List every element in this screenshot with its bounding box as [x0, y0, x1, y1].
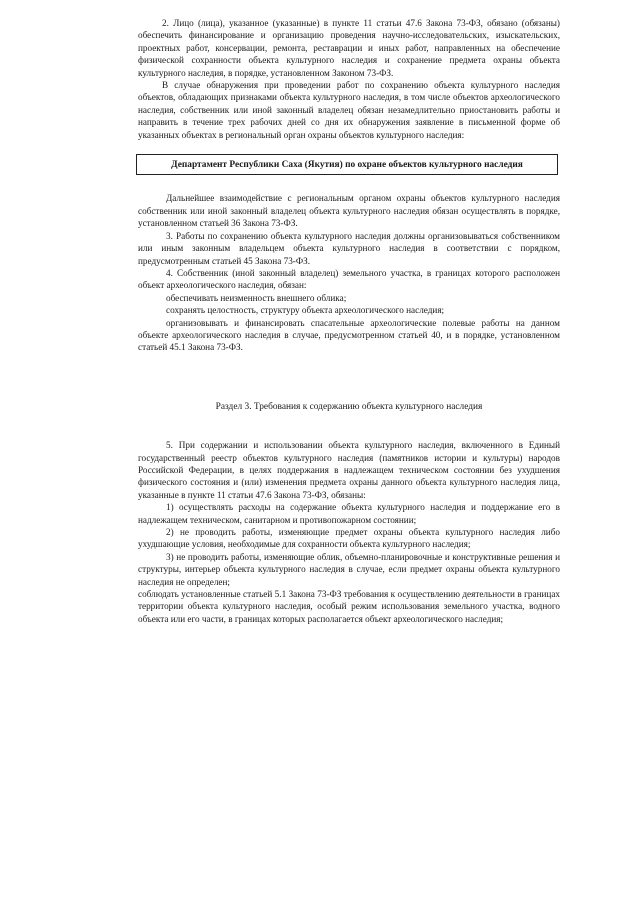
list-item: 2) не проводить работы, изменяющие предмет охраны объекта культурного наследия либо ухудшающие условия, необходимые для сохранности объекта культурного наследия;	[138, 527, 560, 550]
list-item: сохранять целостность, структуру объекта археологического наследия;	[166, 305, 445, 316]
authority-box: Департамент Республики Саха (Якутия) по охране объектов культурного наследия	[136, 154, 558, 175]
paragraph-discovery: В случае обнаружения при проведении работ по сохранению объекта культурного наследия объектов, обладающих признаками объекта культурного наследия, в том числе объектов археологического наследия, собственник или иной законный владелец обязан незамедлительно приостановить работы и направить в течение трех рабочих дней со дня их обнаружения заявление в письменной форме об указанных объектах в региональный орган охраны объектов культурного наследия:	[138, 80, 560, 140]
list-item: соблюдать установленные статьей 5.1 Закона 73-ФЗ требования к осуществлению деятельности в границах территории объекта культурного наследия, особый режим использования земельного участка, водного объекта или его части, в границах которых располагается объект археологического наследия;	[138, 589, 560, 624]
list-item: обеспечивать неизменность внешнего облика;	[166, 292, 347, 303]
document-body	[138, 17, 560, 625]
paragraph-item-4-c: организовывать и финансировать спасательные археологические полевые работы на данном объекте археологического наследия в случае, предусмотренном статьей 40, и в порядке, установленном статьей 45.1 Закона 73-ФЗ.	[138, 317, 560, 353]
list-item: 3) не проводить работы, изменяющие облик, объемно-планировочные и конструктивные решения и структуры, интерьер объекта культурного наследия в случае, если предмет охраны объекта культурного наследия не определен;	[138, 551, 560, 587]
paragraph-interaction: Дальнейшее взаимодействие с региональным органом охраны объектов культурного наследия собственник или иной законный владелец объекта культурного наследия обязан осуществлять в порядке, установленном статьей 36 Закона 73-ФЗ.	[138, 193, 560, 229]
paragraph-item-3: 3. Работы по сохранению объекта культурного наследия должны организовываться собственником или иным законным владельцем объекта культурного наследия в соответствии с порядком, предусмотренным статьей 45 Закона 73-ФЗ.	[138, 230, 560, 266]
paragraph-item-2: 2. Лицо (лица), указанное (указанные) в пункте 11 статьи 47.6 Закона 73-ФЗ, обязано (обязаны) обеспечить финансирование и организацию проведения научно-исследовательских, изыскательских, проектных работ, консервации, ремонта, реставрации и иных работ, направленных на обеспечение физической сохранности объекта культурного наследия и сохранение предмета охраны объекта культурного наследия, в порядке, установленном Законом 73-ФЗ.	[138, 18, 560, 78]
paragraph-item-4: 4. Собственник (иной законный владелец) земельного участка, в границах которого расположен объект археологического наследия, обязан:	[138, 267, 560, 291]
list-item: 1) осуществлять расходы на содержание объекта культурного наследия и поддержание его в надлежащем техническом, санитарном и противопожарном состоянии;	[138, 502, 560, 525]
section-3-title: Раздел 3. Требования к содержанию объекта культурного наследия	[215, 401, 483, 412]
paragraph-item-5: 5. При содержании и использовании объекта культурного наследия, включенного в Единый государственный реестр объектов культурного наследия (памятников истории и культуры) народов Российской Федерации, в целях поддержания в надлежащем техническом состоянии без ухудшения физического состояния и (или) изменения предмета охраны данного объекта культурного наследия лица, указанные в пункте 11 статьи 47.6 Закона 73-ФЗ, обязаны:	[138, 440, 560, 500]
